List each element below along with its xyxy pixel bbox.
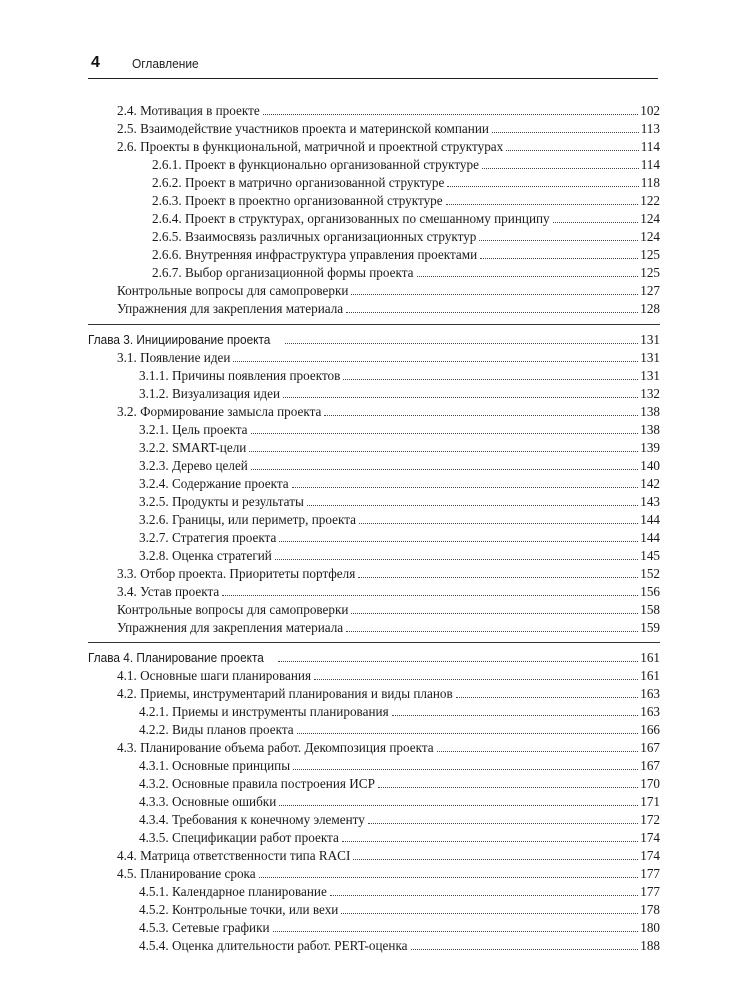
toc-entry-title: Глава 3. Инициирование проекта: [88, 333, 271, 347]
toc-entry-title: 2.6.7. Выбор организационной формы проекта: [152, 265, 414, 280]
toc-entry[interactable]: [139, 530, 660, 548]
toc-entry[interactable]: [139, 902, 660, 920]
toc-entry[interactable]: [139, 476, 660, 494]
toc-entry-page: 180: [640, 920, 660, 935]
toc-entry-page: 138: [640, 404, 660, 419]
leader-dots: [351, 612, 638, 614]
leader-dots: [359, 522, 638, 524]
leader-dots: [278, 660, 638, 662]
toc-entry-page: 152: [640, 566, 660, 581]
leader-dots: [417, 275, 639, 277]
toc-entry-page: 177: [640, 884, 660, 899]
leader-dots: [353, 858, 638, 860]
leader-dots: [368, 822, 638, 824]
leader-dots: [233, 360, 638, 362]
leader-dots: [351, 293, 638, 295]
toc-entry-page: 144: [640, 530, 660, 545]
toc-entry-title: 4.1. Основные шаги планирования: [117, 668, 312, 683]
toc-entry-title: Контрольные вопросы для самопроверки: [117, 283, 349, 298]
leader-dots: [251, 468, 638, 470]
leader-dots: [285, 342, 638, 344]
toc-entry[interactable]: [139, 794, 660, 812]
toc-entry-page: 170: [640, 776, 660, 791]
toc-entry-title: 2.4. Мотивация в проекте: [117, 103, 260, 118]
toc-entry-title: 2.6.6. Внутренняя инфраструктура управления проектами: [152, 247, 478, 262]
toc-entry-title: 3.2.2. SMART-цели: [139, 440, 247, 455]
chapter-separator: [88, 324, 660, 325]
toc-entry-title: 4.2.2. Виды планов проекта: [139, 722, 294, 737]
leader-dots: [249, 450, 638, 452]
leader-dots: [330, 894, 638, 896]
toc-entry[interactable]: [152, 211, 660, 229]
leader-dots: [456, 696, 638, 698]
toc-entry-page: 125: [640, 247, 660, 262]
toc-entry-title: 4.3.5. Спецификации работ проекта: [139, 830, 339, 845]
toc-entry[interactable]: [117, 121, 660, 139]
toc-entry[interactable]: [117, 566, 660, 584]
toc-entry-page: 174: [640, 848, 660, 863]
toc-entry[interactable]: [117, 404, 660, 422]
toc-entry[interactable]: [117, 584, 660, 602]
toc-entry-title: 3.3. Отбор проекта. Приоритеты портфеля: [117, 566, 356, 581]
leader-dots: [479, 239, 638, 241]
leader-dots: [342, 840, 638, 842]
toc-entry-title: 3.1.2. Визуализация идеи: [139, 386, 280, 401]
toc-entry[interactable]: [139, 938, 660, 956]
toc-entry-title: Глава 4. Планирование проекта: [88, 651, 264, 665]
toc-entry-title: 2.6.4. Проект в структурах, организованных по смешанному принципу: [152, 211, 550, 226]
toc-entry-page: 158: [640, 602, 660, 617]
leader-dots: [506, 149, 638, 151]
toc-entry-title: 3.1. Появление идеи: [117, 350, 231, 365]
leader-dots: [482, 167, 639, 169]
toc-entry[interactable]: [152, 247, 660, 265]
toc-entry[interactable]: [139, 440, 660, 458]
toc-entry[interactable]: [117, 620, 660, 638]
toc-entry-page: 145: [640, 548, 660, 563]
toc-entry-title: 2.6.3. Проект в проектно организованной структуре: [152, 193, 443, 208]
leader-dots: [446, 203, 639, 205]
leader-dots: [553, 221, 639, 223]
toc-entry-page: 131: [640, 332, 660, 347]
toc-entry[interactable]: [139, 722, 660, 740]
leader-dots: [343, 378, 638, 380]
toc-entry[interactable]: [139, 812, 660, 830]
toc-entry[interactable]: [139, 368, 660, 386]
toc-entry-page: 161: [640, 668, 660, 683]
toc-entry[interactable]: [139, 830, 660, 848]
toc-entry-title: 3.4. Устав проекта: [117, 584, 220, 599]
toc-entry[interactable]: [152, 157, 660, 175]
toc-entry-title: 3.2.6. Границы, или периметр, проекта: [139, 512, 356, 527]
toc-entry-title: 4.5. Планирование срока: [117, 866, 256, 881]
toc-entry[interactable]: [117, 350, 660, 368]
toc-entry-title: 4.5.4. Оценка длительности работ. PERT-оценка: [139, 938, 408, 953]
toc-entry-page: 163: [640, 704, 660, 719]
toc-entry-title: Упражнения для закрепления материала: [117, 301, 344, 316]
toc-entry-page: 156: [640, 584, 660, 599]
leader-dots: [378, 786, 638, 788]
toc-entry-page: 114: [640, 157, 660, 172]
leader-dots: [275, 558, 638, 560]
toc-entry[interactable]: [139, 494, 660, 512]
leader-dots: [346, 630, 638, 632]
toc-entry[interactable]: [139, 776, 660, 794]
toc-entry-title: 3.2.8. Оценка стратегий: [139, 548, 272, 563]
toc-entry[interactable]: [117, 283, 660, 301]
toc-entry[interactable]: [152, 175, 660, 193]
leader-dots: [437, 750, 639, 752]
leader-dots: [492, 131, 639, 133]
chapter-separator: [88, 642, 660, 643]
toc-entry[interactable]: [117, 740, 660, 758]
toc-entry-title: 4.3.2. Основные правила построения ИСР: [139, 776, 375, 791]
toc-entry-title: 4.4. Матрица ответственности типа RACI: [117, 848, 351, 863]
toc-entry[interactable]: [117, 848, 660, 866]
toc-entry-page: 177: [640, 866, 660, 881]
toc-entry-page: 142: [640, 476, 660, 491]
toc-entry[interactable]: [139, 758, 660, 776]
toc-entry-page: 166: [640, 722, 660, 737]
toc-entry-title: 4.2.1. Приемы и инструменты планирования: [139, 704, 389, 719]
toc-entry-page: 138: [640, 422, 660, 437]
leader-dots: [314, 678, 638, 680]
page-header: [88, 54, 658, 76]
toc-entry-page: 161: [640, 650, 660, 665]
toc-entry-page: 143: [640, 494, 660, 509]
toc-entry-title: 4.5.1. Календарное планирование: [139, 884, 327, 899]
leader-dots: [324, 414, 638, 416]
toc-entry-title: 4.3.4. Требования к конечному элементу: [139, 812, 365, 827]
toc-entry[interactable]: [139, 458, 660, 476]
toc-entry-page: 131: [640, 350, 660, 365]
toc-entry-title: 2.6.2. Проект в матрично организованной структуре: [152, 175, 445, 190]
toc-entry-title: 2.6.5. Взаимосвязь различных организационных структур: [152, 229, 477, 244]
toc-entry[interactable]: [117, 139, 660, 157]
toc-entry-page: 167: [640, 740, 660, 755]
toc-entry-page: 174: [640, 830, 660, 845]
toc-entry[interactable]: [139, 704, 660, 722]
toc-entry-page: 131: [640, 368, 660, 383]
toc-entry[interactable]: [152, 265, 660, 283]
toc-entry-page: 159: [640, 620, 660, 635]
toc-entry[interactable]: [139, 548, 660, 566]
leader-dots: [341, 912, 638, 914]
toc-entry-page: 132: [640, 386, 660, 401]
toc-chapter-entry[interactable]: [88, 332, 660, 350]
toc-entry-page: 139: [640, 440, 660, 455]
running-head: Оглавление: [132, 56, 199, 71]
toc-entry-page: 167: [640, 758, 660, 773]
toc-entry[interactable]: [152, 229, 660, 247]
toc-entry-title: 3.1.1. Причины появления проектов: [139, 368, 341, 383]
toc-entry-page: 124: [640, 211, 660, 226]
toc-entry-title: Контрольные вопросы для самопроверки: [117, 602, 349, 617]
leader-dots: [307, 504, 638, 506]
toc-entry-page: 140: [640, 458, 660, 473]
leader-dots: [411, 948, 639, 950]
toc-entry-page: 124: [640, 229, 660, 244]
toc-entry-title: 4.3. Планирование объема работ. Декомпозиция проекта: [117, 740, 434, 755]
toc-entry[interactable]: [117, 866, 660, 884]
toc-entry-page: 144: [640, 512, 660, 527]
leader-dots: [480, 257, 638, 259]
leader-dots: [293, 768, 638, 770]
toc-entry-title: 4.3.3. Основные ошибки: [139, 794, 277, 809]
leader-dots: [292, 486, 639, 488]
toc-entry-page: 122: [640, 193, 660, 208]
toc-entry-title: 4.2. Приемы, инструментарий планирования и виды планов: [117, 686, 453, 701]
header-rule: [88, 78, 658, 79]
toc-entry[interactable]: [152, 193, 660, 211]
toc-entry[interactable]: [117, 686, 660, 704]
toc-entry-title: 4.3.1. Основные принципы: [139, 758, 291, 773]
toc-entry[interactable]: [117, 668, 660, 686]
toc-entry[interactable]: [139, 386, 660, 404]
toc-entry[interactable]: [117, 602, 660, 620]
toc-entry-page: 163: [640, 686, 660, 701]
leader-dots: [273, 930, 639, 932]
leader-dots: [263, 113, 638, 115]
toc-entry-title: 2.6.1. Проект в функционально организованной структуре: [152, 157, 479, 172]
toc-entry-page: 118: [640, 175, 660, 190]
toc-entry[interactable]: [139, 512, 660, 530]
toc-entry-title: 4.5.3. Сетевые графики: [139, 920, 270, 935]
toc-entry-title: 3.2. Формирование замысла проекта: [117, 404, 322, 419]
toc-entry-page: 178: [640, 902, 660, 917]
leader-dots: [447, 185, 638, 187]
leader-dots: [358, 576, 638, 578]
toc-entry-page: 171: [640, 794, 660, 809]
toc-entry-title: 3.2.5. Продукты и результаты: [139, 494, 304, 509]
toc-entry-title: 3.2.7. Стратегия проекта: [139, 530, 277, 545]
page-number: 4: [91, 54, 100, 71]
leader-dots: [346, 311, 638, 313]
toc-entry-title: 4.5.2. Контрольные точки, или вехи: [139, 902, 339, 917]
toc-entry-page: 113: [640, 121, 660, 136]
toc-entry-title: 3.2.1. Цель проекта: [139, 422, 248, 437]
leader-dots: [392, 714, 639, 716]
toc-entry-page: 102: [640, 103, 660, 118]
toc-entry[interactable]: [139, 920, 660, 938]
toc-chapter-entry[interactable]: [88, 650, 660, 668]
toc-entry-page: 125: [640, 265, 660, 280]
toc-entry[interactable]: [139, 422, 660, 440]
toc-entry-page: 172: [640, 812, 660, 827]
leader-dots: [222, 594, 638, 596]
toc-entry-title: Упражнения для закрепления материала: [117, 620, 344, 635]
toc-entry-page: 128: [640, 301, 660, 316]
toc-entry[interactable]: [117, 301, 660, 319]
toc-entry[interactable]: [117, 103, 660, 121]
toc-entry-title: 3.2.3. Дерево целей: [139, 458, 248, 473]
toc-entry-title: 2.5. Взаимодействие участников проекта и материнской компании: [117, 121, 489, 136]
leader-dots: [251, 432, 639, 434]
toc-entry[interactable]: [139, 884, 660, 902]
toc-entry-page: 114: [640, 139, 660, 154]
leader-dots: [279, 540, 638, 542]
toc-entry-page: 188: [640, 938, 660, 953]
leader-dots: [259, 876, 639, 878]
leader-dots: [297, 732, 639, 734]
leader-dots: [283, 396, 638, 398]
toc-entry-title: 2.6. Проекты в функциональной, матричной и проектной структурах: [117, 139, 504, 154]
toc-entry-page: 127: [640, 283, 660, 298]
toc-entry-title: 3.2.4. Содержание проекта: [139, 476, 289, 491]
leader-dots: [279, 804, 638, 806]
